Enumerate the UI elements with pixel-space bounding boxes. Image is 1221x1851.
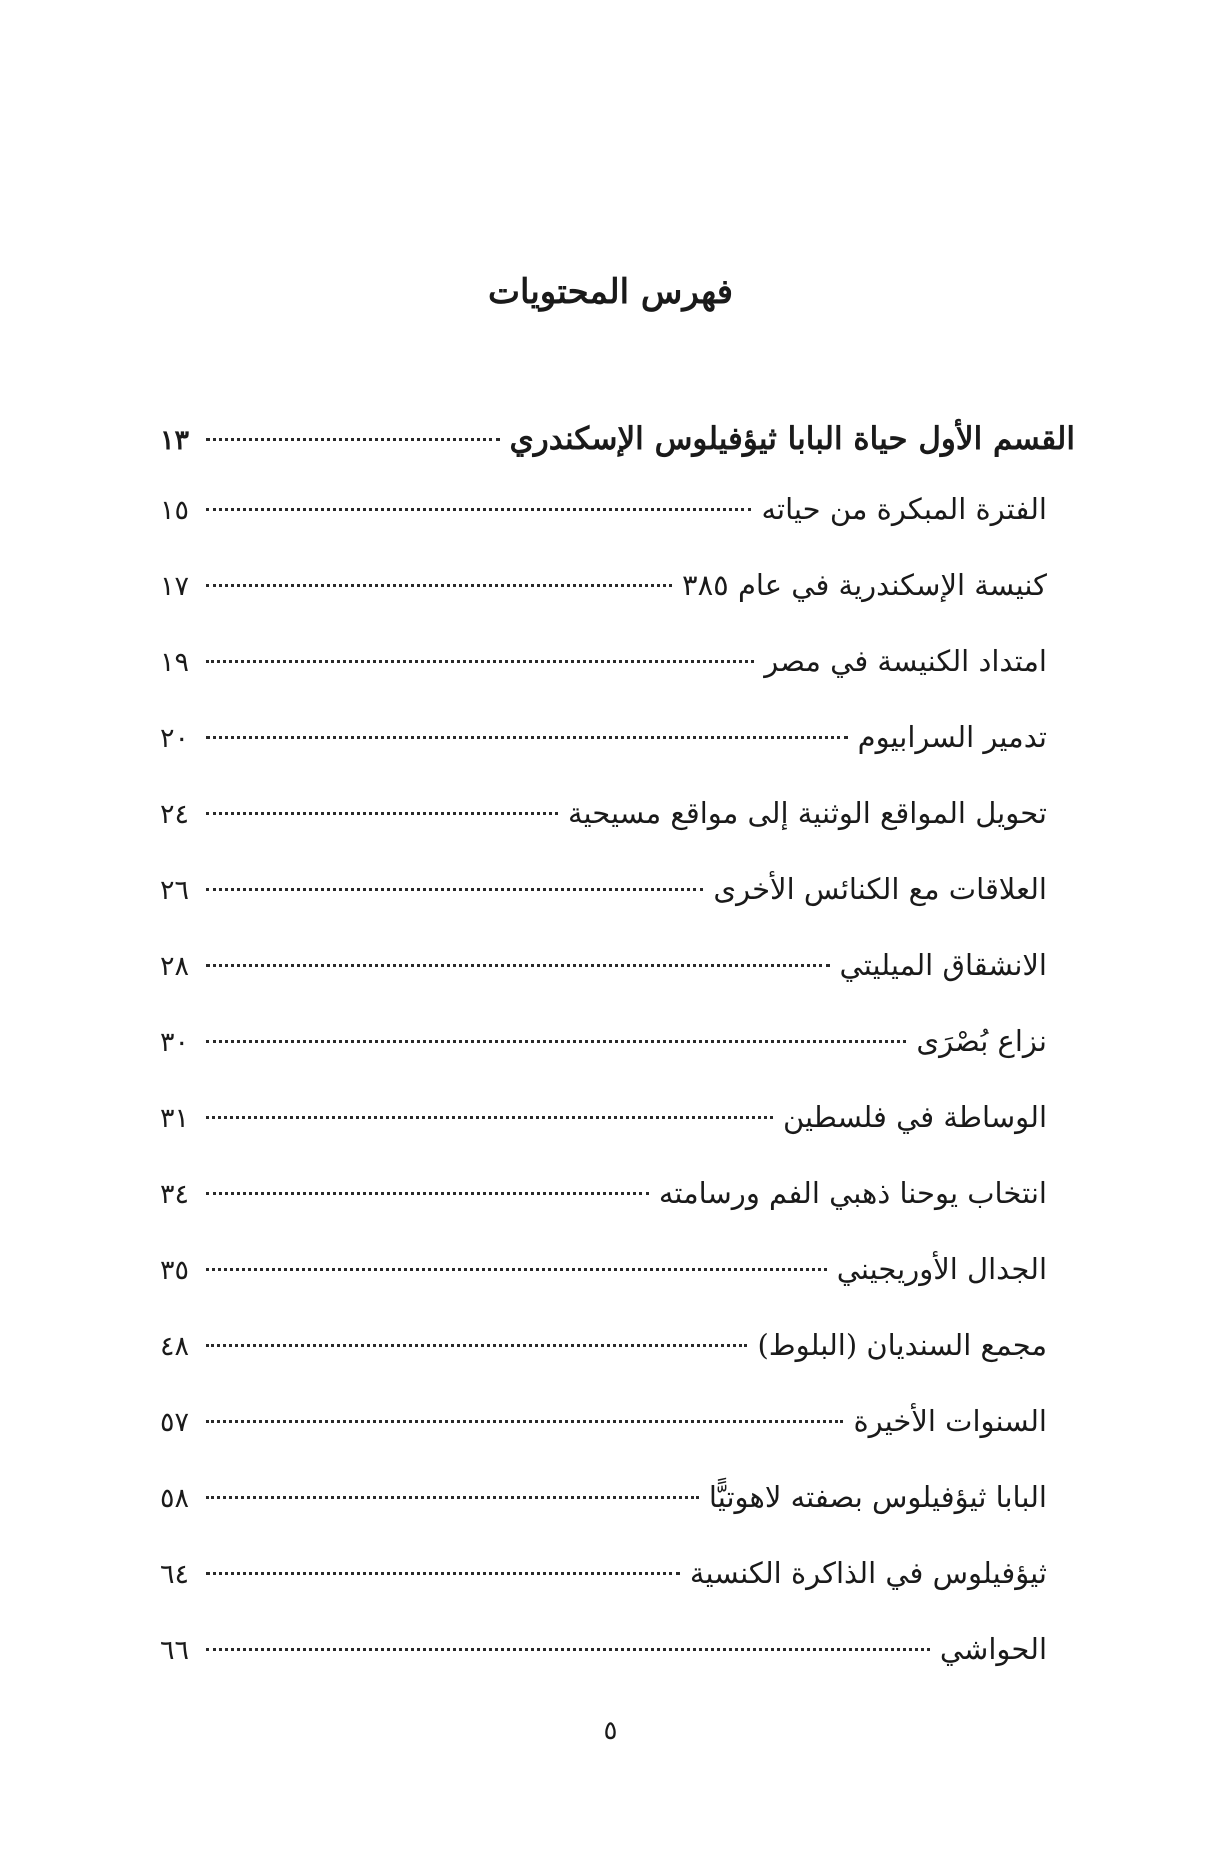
toc-entry bbox=[160, 559, 1075, 635]
toc-page-number: ٢٤ bbox=[160, 799, 190, 830]
dot-leader bbox=[206, 1647, 930, 1651]
toc-entry-label: كنيسة الإسكندرية في عام ٣٨٥ bbox=[682, 568, 1047, 602]
toc-entry-label: الجدال الأوريجيني bbox=[836, 1252, 1047, 1286]
dot-leader bbox=[206, 1039, 906, 1043]
dot-leader bbox=[206, 1343, 747, 1347]
toc-page-number: ٣٠ bbox=[160, 1027, 190, 1058]
toc-page-number: ٣٤ bbox=[160, 1179, 190, 1210]
toc-page-number: ٥٨ bbox=[160, 1483, 190, 1514]
toc-entry-label: الفترة المبكرة من حياته bbox=[761, 492, 1047, 526]
toc-page-number: ٦٦ bbox=[160, 1635, 190, 1666]
toc-entry bbox=[160, 863, 1075, 939]
toc-entry-part bbox=[160, 413, 1075, 483]
toc-entry bbox=[160, 1623, 1075, 1699]
dot-leader bbox=[206, 507, 751, 511]
toc-entry bbox=[160, 1243, 1075, 1319]
toc-page-number: ٣٥ bbox=[160, 1255, 190, 1286]
table-of-contents bbox=[160, 413, 1075, 1699]
toc-entry bbox=[160, 1167, 1075, 1243]
toc-entry-label: تحويل المواقع الوثنية إلى مواقع مسيحية bbox=[568, 796, 1047, 830]
toc-entry bbox=[160, 1319, 1075, 1395]
toc-entry-label: الوساطة في فلسطين bbox=[782, 1100, 1047, 1134]
page-number: ٥ bbox=[603, 1716, 618, 1746]
dot-leader bbox=[206, 583, 672, 587]
dot-leader bbox=[206, 659, 754, 663]
toc-page-number: ٥٧ bbox=[160, 1407, 190, 1438]
toc-entry-label: الحواشي bbox=[939, 1632, 1047, 1666]
toc-entry bbox=[160, 1015, 1075, 1091]
dot-leader bbox=[206, 811, 558, 815]
toc-entry bbox=[160, 1395, 1075, 1471]
toc-entry bbox=[160, 711, 1075, 787]
dot-leader bbox=[206, 437, 500, 441]
toc-entry bbox=[160, 1547, 1075, 1623]
toc-entry-label: امتداد الكنيسة في مصر bbox=[764, 644, 1047, 678]
dot-leader bbox=[206, 1115, 773, 1119]
toc-page-number: ٢٠ bbox=[160, 723, 190, 754]
toc-entry bbox=[160, 635, 1075, 711]
dot-leader bbox=[206, 1419, 843, 1423]
toc-entry bbox=[160, 1091, 1075, 1167]
toc-entry bbox=[160, 939, 1075, 1015]
toc-entry-label: انتخاب يوحنا ذهبي الفم ورسامته bbox=[658, 1176, 1047, 1210]
toc-entry-label: مجمع السنديان (البلوط) bbox=[757, 1328, 1047, 1362]
toc-page-number: ١٩ bbox=[160, 647, 190, 678]
toc-entry bbox=[160, 787, 1075, 863]
toc-entry-label: الانشقاق الميليتي bbox=[839, 948, 1047, 982]
toc-entry-label: السنوات الأخيرة bbox=[853, 1404, 1047, 1438]
dot-leader bbox=[206, 735, 848, 739]
toc-page-number: ٣١ bbox=[160, 1103, 190, 1134]
toc-entry bbox=[160, 1471, 1075, 1547]
toc-page-number: ٦٤ bbox=[160, 1559, 190, 1590]
toc-entry bbox=[160, 483, 1075, 559]
toc-page-number: ٢٦ bbox=[160, 875, 190, 906]
toc-entry-label: نزاع بُصْرَى bbox=[916, 1024, 1047, 1058]
toc-entry-label: ثيؤفيلوس في الذاكرة الكنسية bbox=[689, 1556, 1047, 1590]
dot-leader bbox=[206, 1571, 680, 1575]
toc-entry-label: البابا ثيؤفيلوس بصفته لاهوتيًّا bbox=[708, 1480, 1047, 1514]
dot-leader bbox=[206, 963, 830, 967]
toc-page-number: ١٥ bbox=[160, 495, 190, 526]
page-title: فهرس المحتويات bbox=[487, 272, 734, 312]
dot-leader bbox=[206, 1495, 699, 1499]
dot-leader bbox=[206, 1191, 649, 1195]
toc-entry-label: تدمير السرابيوم bbox=[857, 720, 1047, 754]
toc-page-number: ١٣ bbox=[160, 425, 190, 456]
dot-leader bbox=[206, 1267, 827, 1271]
toc-page-number: ٤٨ bbox=[160, 1331, 190, 1362]
toc-entry-label: القسم الأول حياة البابا ثيؤفيلوس الإسكندري bbox=[509, 421, 1075, 457]
toc-page-number: ٢٨ bbox=[160, 951, 190, 982]
dot-leader bbox=[206, 887, 703, 891]
toc-page-number: ١٧ bbox=[160, 571, 190, 602]
toc-entry-label: العلاقات مع الكنائس الأخرى bbox=[713, 872, 1047, 906]
